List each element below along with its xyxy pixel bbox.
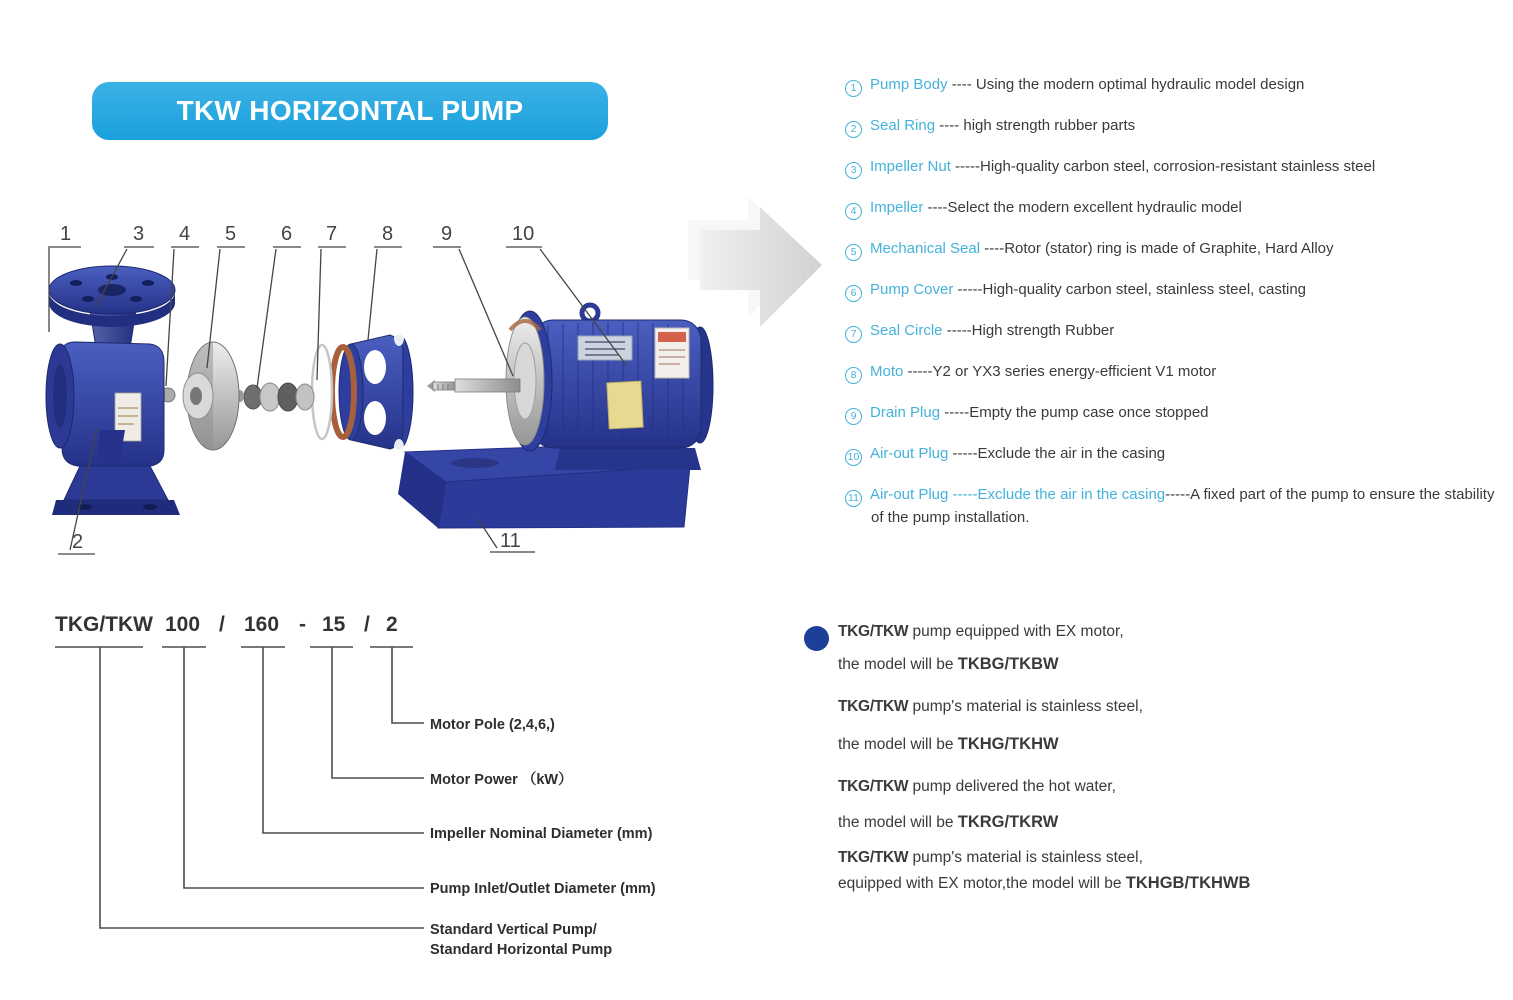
circled-number: 7 [845,326,862,343]
part-number-9: 9 [441,223,453,245]
part-description: -----High-quality carbon steel, stainless steel, casting [957,281,1307,298]
circled-number: 10 [845,449,862,466]
label-motor-pole: Motor Pole (2,4,6,) [430,717,555,733]
label-series-line2: Standard Horizontal Pump [430,942,613,958]
parts-list-item-2 [845,115,1497,138]
part-name: Air-out Plug [870,486,949,503]
variant-line: the model will be TKHG/TKHW [838,735,1059,753]
part-name: Impeller [870,199,924,216]
model-motor-pole: 2 [386,613,398,636]
model-impeller-diameter: 160 [244,613,280,636]
part-name: Moto [870,363,904,380]
variant-line: the model will be TKRG/TKRW [838,813,1059,831]
model-separator: / [364,613,370,636]
part-name: Impeller Nut [870,158,951,175]
variant-line: TKG/TKW pump equipped with EX motor, [838,623,1124,640]
part-number-2: 2 [72,531,84,553]
part-description: ----Rotor (stator) ring is made of Graphite, Hard Alloy [984,240,1334,257]
pump-body-illustration [46,266,180,515]
label-motor-power: Motor Power （kW） [430,772,573,788]
part-description: -----High strength Rubber [946,322,1115,339]
parts-list-item-5 [845,238,1497,261]
page-title: TKW HORIZONTAL PUMP [176,95,524,126]
part-name: Seal Circle [870,322,943,339]
impeller-illustration [183,342,239,450]
circled-number: 8 [845,367,862,384]
part-name: Pump Cover [870,281,954,298]
part-name: Drain Plug [870,404,941,421]
mechanical-seal-illustration [236,383,314,411]
part-number-8: 8 [382,223,394,245]
part-number-4: 4 [179,223,191,245]
circled-number: 1 [845,80,862,97]
parts-list-item-9 [845,402,1497,425]
parts-list-item-3 [845,156,1497,179]
part-description: ---- high strength rubber parts [939,117,1136,134]
parts-list [845,74,1497,547]
bullet-icon [804,626,829,651]
motor-nameplate [607,381,643,429]
part-number-5: 5 [225,223,237,245]
model-code-tree [38,593,718,988]
parts-list-item-7 [845,320,1497,343]
variant-line: TKG/TKW pump delivered the hot water, [838,778,1116,795]
model-motor-power: 15 [322,613,346,636]
circled-number: 2 [845,121,862,138]
part-name: Pump Body [870,76,948,93]
part-description: -----Y2 or YX3 series energy-efficient V1 motor [907,363,1217,380]
model-variants [804,610,1509,930]
part-number-3: 3 [133,223,145,245]
part-description: -----Exclude the air in the casing [952,445,1166,462]
parts-list-item-10 [845,443,1497,466]
label-inlet-diam: Pump Inlet/Outlet Diameter (mm) [430,881,656,897]
circled-number: 6 [845,285,862,302]
pump-cover-illustration [332,330,413,455]
model-separator: - [299,613,306,636]
part-number-7: 7 [326,223,338,245]
part-description: ----Select the modern excellent hydraulic model [927,199,1242,216]
part-number-1: 1 [60,223,72,245]
part-number-6: 6 [281,223,293,245]
parts-list-item-6 [845,279,1497,302]
variant-line: equipped with EX motor,the model will be TKHGB/TKHWB [838,874,1251,892]
parts-list-item-8 [845,361,1497,384]
motor-illustration [506,305,713,470]
part-description: -----A fixed part of the pump to ensure the stability of the pump installation. [871,486,1495,526]
circled-number: 11 [845,490,862,507]
circled-number: 5 [845,244,862,261]
model-separator: / [219,613,225,636]
part-name-suffix: -----Exclude the air in the casing [948,486,1166,503]
variant-line: TKG/TKW pump's material is stainless steel, [838,849,1143,866]
motor-shaft-illustration [427,379,520,392]
motor-label-strip [578,336,632,360]
part-number-10: 10 [512,223,535,245]
model-inlet-diameter: 100 [165,613,201,636]
circled-number: 3 [845,162,862,179]
circled-number: 9 [845,408,862,425]
part-name: Air-out Plug [870,445,949,462]
seal-circle-illustration [312,345,332,439]
part-description: -----Empty the pump case once stopped [944,404,1209,421]
arrow-right-icon [688,192,848,342]
variant-line: the model will be TKBG/TKBW [838,655,1059,673]
pump-exploded-diagram [0,0,760,580]
part-description: -----High-quality carbon steel, corrosion-resistant stainless steel [955,158,1376,175]
label-series-line1: Standard Vertical Pump/ [430,922,597,938]
parts-list-item-4 [845,197,1497,220]
tree-lines [55,647,424,928]
part-name: Seal Ring [870,117,936,134]
model-series: TKG/TKW [55,613,153,636]
circled-number: 4 [845,203,862,220]
parts-list-item-1 [845,74,1497,97]
variant-line: TKG/TKW pump's material is stainless steel, [838,698,1143,715]
parts-list-item-11 [845,484,1497,529]
label-impeller-diam: Impeller Nominal Diameter (mm) [430,826,653,842]
part-name: Mechanical Seal [870,240,981,257]
part-description: ---- Using the modern optimal hydraulic model design [951,76,1305,93]
part-number-11: 11 [500,530,521,552]
